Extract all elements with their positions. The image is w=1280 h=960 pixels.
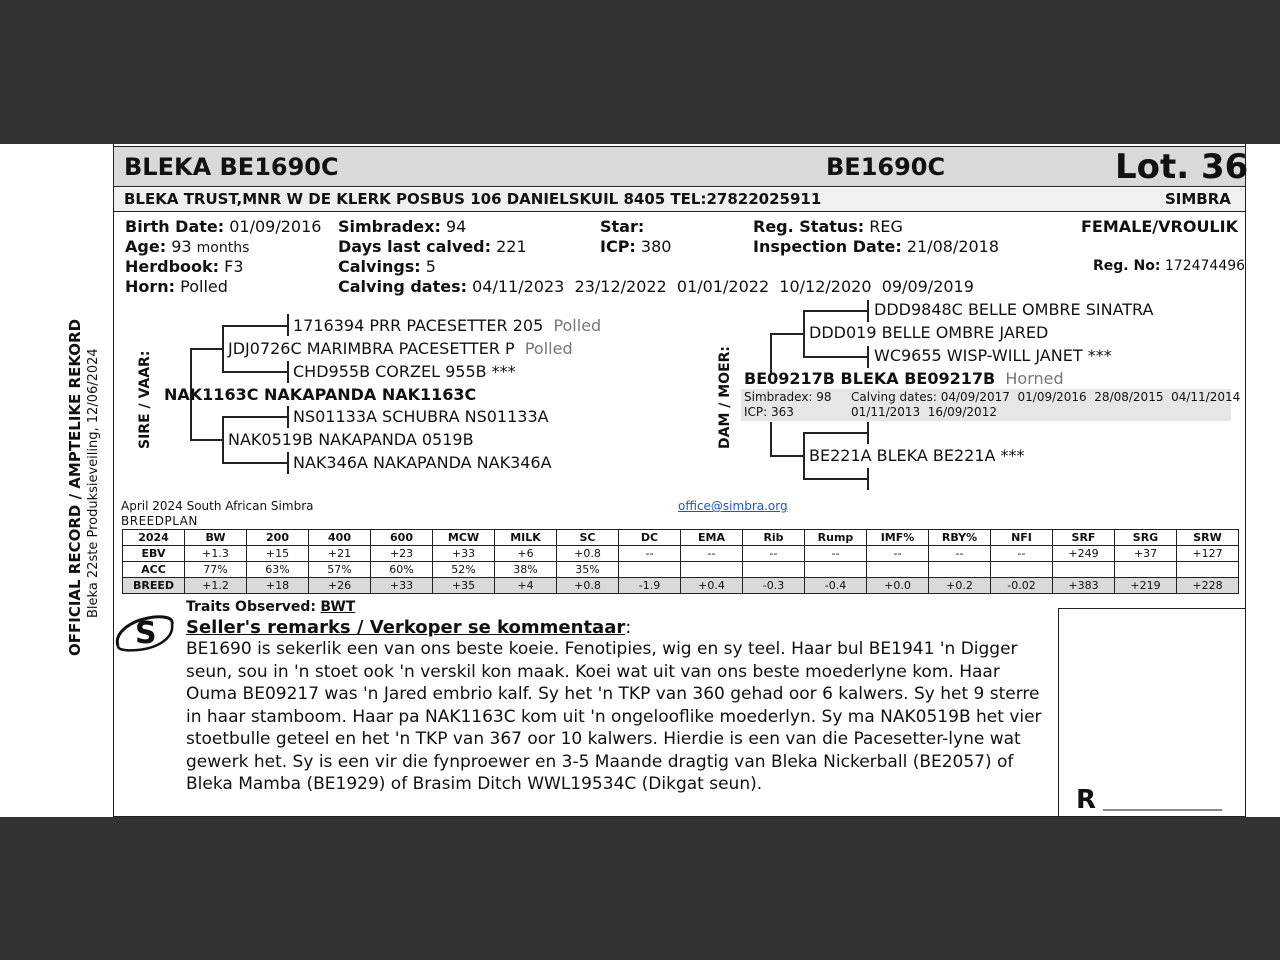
inspection-row: Inspection Date: 21/08/2018 [753, 237, 1000, 256]
ebv-col-header: RBY% [929, 530, 991, 546]
ebv-cell: +127 [1177, 546, 1239, 562]
dam-details-box [741, 389, 1241, 421]
ebv-cell: -- [929, 546, 991, 562]
age-row: Age: 93 months [125, 237, 250, 256]
ebv-cell: +21 [309, 546, 371, 562]
herdbook-row: Herdbook: F3 [125, 257, 244, 276]
sire-sire-sire: 1716394 PRR PACESETTER 205 Polled [293, 316, 602, 335]
acc-cell [681, 562, 743, 578]
breed-cell: +0.2 [929, 578, 991, 594]
breed-name: SIMBRA [1165, 190, 1231, 208]
breed-cell: -0.02 [991, 578, 1053, 594]
ebv-col-header: DC [619, 530, 681, 546]
ebv-cell: -- [805, 546, 867, 562]
breed-cell: +26 [309, 578, 371, 594]
acc-cell: 77% [185, 562, 247, 578]
sire-section-label: SIRE / VAAR: [137, 350, 153, 449]
horn-row: Horn: Polled [125, 277, 228, 296]
acc-cell [1177, 562, 1239, 578]
ebv-col-header: Rump [805, 530, 867, 546]
ebv-year: 2024 [123, 530, 185, 546]
sire-dam: NAK0519B NAKAPANDA 0519B [228, 430, 474, 449]
birth-date-row: Birth Date: 01/09/2016 [125, 217, 322, 236]
ebv-row-label: EBV [123, 546, 185, 562]
breed-cell: +228 [1177, 578, 1239, 594]
reg-status-row: Reg. Status: REG [753, 217, 903, 236]
ebv-cell: +6 [495, 546, 557, 562]
dam-section-label: DAM / MOER: [717, 345, 733, 449]
ebv-cell: -- [681, 546, 743, 562]
price-blank-line: _________________ [1103, 795, 1222, 811]
ebv-cell: +37 [1115, 546, 1177, 562]
dam-calving-dates-1: Calving dates: 04/09/2017 01/09/2016 28/08/2015 04/11/2014 [851, 390, 1241, 404]
ebv-col-header: BW [185, 530, 247, 546]
ebv-col-header: SRW [1177, 530, 1239, 546]
reg-no-row: Reg. No: 172474496 [1093, 258, 1246, 274]
acc-row [123, 562, 1239, 578]
lot-number: Lot. 36 [1115, 147, 1249, 187]
breedplan-label: BREEDPLAN [121, 514, 198, 528]
remarks-title: Seller's remarks / Verkoper se kommentaar: [186, 617, 632, 638]
ebv-col-header: MCW [433, 530, 495, 546]
sire-sire-dam: CHD955B CORZEL 955B *** [293, 362, 516, 381]
acc-cell [805, 562, 867, 578]
breed-cell: +219 [1115, 578, 1177, 594]
source-label: April 2024 South African Simbra [121, 499, 314, 513]
breeder-bar [114, 188, 1245, 212]
acc-cell: 38% [495, 562, 557, 578]
ebv-col-header: SC [557, 530, 619, 546]
ebv-col-header: Rib [743, 530, 805, 546]
ebv-col-header: NFI [991, 530, 1053, 546]
ebv-row [123, 546, 1239, 562]
breed-cell: +33 [371, 578, 433, 594]
breed-cell: +1.2 [185, 578, 247, 594]
breed-cell: +0.0 [867, 578, 929, 594]
acc-cell: 57% [309, 562, 371, 578]
ebv-col-header: IMF% [867, 530, 929, 546]
dam-calving-dates-2: 01/11/2013 16/09/2012 [851, 405, 997, 419]
sale-name-label: Bleka 22ste Produksieveiling, 12/06/2024 [86, 348, 101, 618]
breed-cell: -0.4 [805, 578, 867, 594]
breed-cell: +0.4 [681, 578, 743, 594]
animal-name: BLEKA BE1690C [124, 153, 339, 181]
dam-sire-sire: DDD9848C BELLE OMBRE SINATRA [874, 300, 1154, 319]
breed-cell: +0.8 [557, 578, 619, 594]
title-bar [114, 146, 1249, 187]
ebv-col-header: MILK [495, 530, 557, 546]
breed-cell: +35 [433, 578, 495, 594]
ebv-cell: +0.8 [557, 546, 619, 562]
acc-cell: 63% [247, 562, 309, 578]
simbradex-row: Simbradex: 94 [338, 217, 467, 236]
breed-cell: -1.9 [619, 578, 681, 594]
lot-sheet [0, 144, 1280, 817]
ebv-col-header: 200 [247, 530, 309, 546]
breed-cell: +18 [247, 578, 309, 594]
calvings-row: Calvings: 5 [338, 257, 436, 276]
ebv-col-header: SRG [1115, 530, 1177, 546]
dam-name: BE09217B BLEKA BE09217B Horned [744, 369, 1064, 388]
logo-letter: S [135, 616, 157, 651]
ebv-header-row [123, 530, 1239, 546]
price-currency: R [1076, 785, 1097, 815]
sire-name: NAK1163C NAKAPANDA NAK1163C [164, 385, 477, 404]
ebv-col-header: 600 [371, 530, 433, 546]
acc-cell [619, 562, 681, 578]
price-box[interactable] [1058, 608, 1246, 817]
acc-cell: 60% [371, 562, 433, 578]
icp-row: ICP: 380 [600, 237, 672, 256]
dam-simbradex: Simbradex: 98 [744, 390, 832, 404]
sex-label: FEMALE/VROULIK [1081, 217, 1238, 236]
acc-cell [743, 562, 805, 578]
ebv-col-header: SRF [1053, 530, 1115, 546]
calving-dates-row: Calving dates: 04/11/2023 23/12/2022 01/01/2022 10/12/2020 09/09/2019 [338, 277, 974, 296]
acc-cell: 52% [433, 562, 495, 578]
ebv-cell: +1.3 [185, 546, 247, 562]
email-link[interactable]: office@simbra.org [678, 499, 788, 513]
star-row: Star: [600, 217, 645, 236]
ebv-col-header: 400 [309, 530, 371, 546]
dam-icp: ICP: 363 [744, 405, 794, 419]
breed-cell: -0.3 [743, 578, 805, 594]
sire-sire: JDJ0726C MARIMBRA PACESETTER P Polled [228, 339, 573, 358]
breed-cell: +4 [495, 578, 557, 594]
acc-cell [929, 562, 991, 578]
ebv-cell: +249 [1053, 546, 1115, 562]
acc-cell [991, 562, 1053, 578]
acc-cell [867, 562, 929, 578]
ebv-cell: +33 [433, 546, 495, 562]
sire-dam-sire: NS01133A SCHUBRA NS01133A [293, 407, 549, 426]
ebv-cell: -- [619, 546, 681, 562]
breed-cell: +383 [1053, 578, 1115, 594]
ebv-table [122, 529, 1239, 594]
acc-cell [1115, 562, 1177, 578]
breed-row-label: BREED [123, 578, 185, 594]
ebv-col-header: EMA [681, 530, 743, 546]
acc-cell: 35% [557, 562, 619, 578]
ebv-cell: -- [867, 546, 929, 562]
ebv-cell: -- [743, 546, 805, 562]
ebv-cell: +23 [371, 546, 433, 562]
dam-sire-dam: WC9655 WISP-WILL JANET *** [874, 346, 1112, 365]
simbra-logo-icon [114, 606, 176, 656]
ebv-cell: -- [991, 546, 1053, 562]
breed-row [123, 578, 1239, 594]
sire-dam-dam: NAK346A NAKAPANDA NAK346A [293, 453, 552, 472]
traits-observed: Traits Observed: BWT [186, 599, 356, 615]
animal-id: BE1690C [826, 153, 946, 181]
acc-row-label: ACC [123, 562, 185, 578]
official-record-label: OFFICIAL RECORD / AMPTELIKE REKORD [66, 318, 84, 656]
days-calved-row: Days last calved: 221 [338, 237, 527, 256]
acc-cell [1053, 562, 1115, 578]
dam-sire: DDD019 BELLE OMBRE JARED [809, 323, 1049, 342]
dam-dam: BE221A BLEKA BE221A *** [809, 446, 1025, 465]
ebv-cell: +15 [247, 546, 309, 562]
breeder-info: BLEKA TRUST,MNR W DE KLERK POSBUS 106 DANIELSKUIL 8405 TEL:27822025911 [124, 190, 822, 208]
remarks-text: BE1690 is sekerlik een van ons beste koeie. Fenotipies, wig en sy teel. Haar bul BE1941 'n Digger seun, sou in 'n stoet ook 'n verskil kon maak. Koei wat uit van ons beste moederlyne kom. Haar Ouma BE09217 was 'n Jared embrio kalf. Sy het 'n TKP van 360 gehad oor 6 kalwers. Sy het 9 sterre in haar stamboom. Haar pa NAK1163C kom uit 'n ongelooflike moederlyn. Sy ma NAK0519B het vier stoetbulle geteel en het 'n TKP van 367 oor 10 kalwers. Hierdie is een van die Pacesetter-lyne wat gewerk het. Sy is een vir die fynproewer en 3-5 Maande dragtig van Bleka Nickerball (BE2057) of Bleka Mamba (BE1929) of Brasim Ditch WWL19534C (Dikgat seun). [186, 639, 1042, 794]
